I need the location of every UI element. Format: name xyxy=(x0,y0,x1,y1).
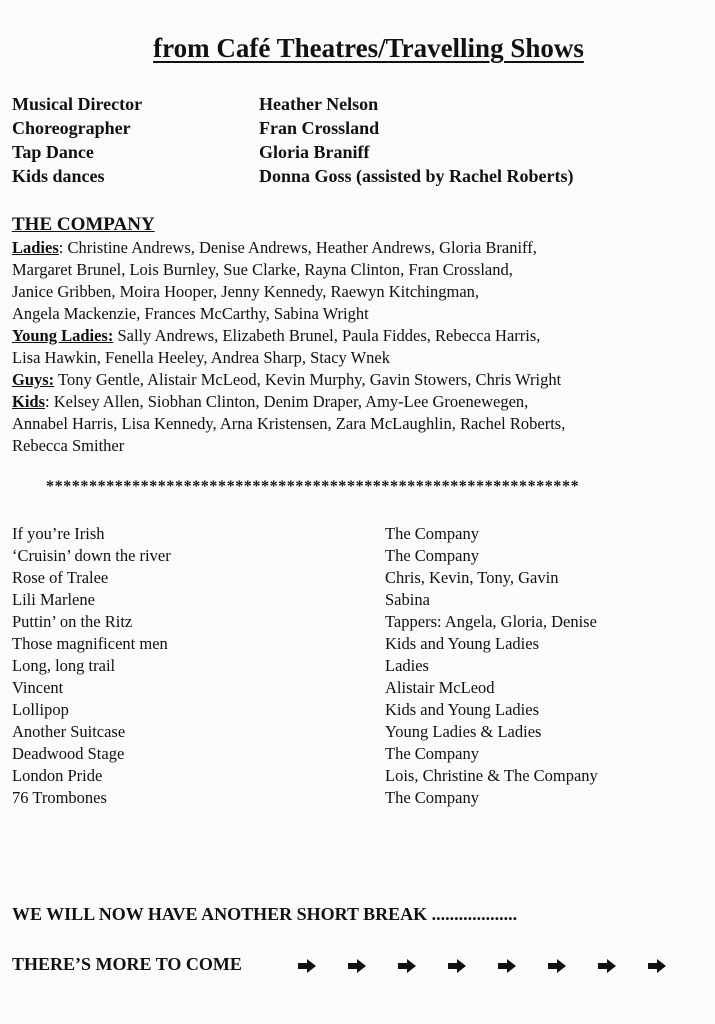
song-performers: Kids and Young Ladies xyxy=(385,634,540,653)
member-line: Rebecca Smither xyxy=(12,436,125,455)
program-row xyxy=(12,721,702,743)
song-title: Lili Marlene xyxy=(12,590,95,609)
program-row xyxy=(12,699,702,721)
program-row xyxy=(12,567,702,589)
group-separator: : xyxy=(58,238,64,257)
credits-list xyxy=(12,92,702,188)
credit-person: Gloria Braniff xyxy=(259,142,370,162)
company-members xyxy=(12,237,702,457)
company-section xyxy=(12,213,702,457)
member-line: Margaret Brunel, Lois Burnley, Sue Clarke, Rayna Clinton, Fran Crossland, xyxy=(12,260,513,279)
member-names: Sally Andrews, Elizabeth Brunel, Paula Fiddes, Rebecca Harris, xyxy=(113,326,541,345)
group-label-ladies: Ladies xyxy=(12,238,59,257)
song-performers: The Company xyxy=(385,524,479,543)
right-arrow-icon xyxy=(497,958,517,974)
program-row xyxy=(12,523,702,545)
song-performers: Alistair McLeod xyxy=(385,678,495,697)
program-row xyxy=(12,611,702,633)
member-line: Janice Gribben, Moira Hooper, Jenny Kennedy, Raewyn Kitchingman, xyxy=(12,282,480,301)
credit-person: Fran Crossland xyxy=(259,118,380,138)
song-performers: The Company xyxy=(385,744,479,763)
right-arrow-icon xyxy=(597,958,617,974)
program-list xyxy=(12,523,702,809)
company-heading: THE COMPANY xyxy=(12,214,155,235)
more-to-come xyxy=(12,954,702,975)
credit-role: Tap Dance xyxy=(12,142,94,162)
song-performers: The Company xyxy=(385,546,479,565)
credit-role: Choreographer xyxy=(12,118,131,138)
program-row xyxy=(12,743,702,765)
right-arrow-icon xyxy=(397,958,417,974)
song-title: Deadwood Stage xyxy=(12,744,125,763)
group-label-guys: Guys: xyxy=(12,370,55,389)
member-line xyxy=(12,325,702,347)
song-title: Long, long trail xyxy=(12,656,116,675)
member-names: Christine Andrews, Denise Andrews, Heather Andrews, Gloria Braniff, xyxy=(63,238,537,257)
song-title: If you’re Irish xyxy=(12,524,105,543)
song-title: Lollipop xyxy=(12,700,69,719)
song-performers: Tappers: Angela, Gloria, Denise xyxy=(385,612,597,631)
program-row xyxy=(12,655,702,677)
program-row xyxy=(12,633,702,655)
song-title: London Pride xyxy=(12,766,103,785)
credit-person: Donna Goss (assisted by Rachel Roberts) xyxy=(259,166,574,186)
song-title: Those magnificent men xyxy=(12,634,168,653)
member-line xyxy=(12,237,702,259)
program-row xyxy=(12,765,702,787)
member-line: Annabel Harris, Lisa Kennedy, Arna Kristensen, Zara McLaughlin, Rachel Roberts, xyxy=(12,414,566,433)
credit-role: Kids dances xyxy=(12,166,105,186)
credit-row xyxy=(12,116,702,140)
program-row xyxy=(12,787,702,809)
right-arrow-icon xyxy=(547,958,567,974)
break-notice: WE WILL NOW HAVE ANOTHER SHORT BREAK ................... xyxy=(12,904,518,924)
group-label-kids: Kids xyxy=(12,392,46,411)
page-title: from Café Theatres/Travelling Shows xyxy=(153,33,584,63)
song-performers: Chris, Kevin, Tony, Gavin xyxy=(385,568,559,587)
right-arrow-icon xyxy=(447,958,467,974)
song-title: Puttin’ on the Ritz xyxy=(12,612,133,631)
right-arrow-icon xyxy=(297,958,317,974)
asterisk-divider: ************************************************************** xyxy=(46,478,580,495)
song-performers: Young Ladies & Ladies xyxy=(385,722,542,741)
song-performers: Ladies xyxy=(385,656,429,675)
song-title: Vincent xyxy=(12,678,64,697)
song-performers: Sabina xyxy=(385,590,430,609)
program-row xyxy=(12,677,702,699)
arrow-row xyxy=(297,954,697,978)
song-title: Another Suitcase xyxy=(12,722,126,741)
member-line xyxy=(12,369,702,391)
program-row xyxy=(12,589,702,611)
member-line: Angela Mackenzie, Frances McCarthy, Sabina Wright xyxy=(12,304,369,323)
song-title: Rose of Tralee xyxy=(12,568,109,587)
credit-role: Musical Director xyxy=(12,94,143,114)
song-title: ‘Cruisin’ down the river xyxy=(12,546,171,565)
member-names: Kelsey Allen, Siobhan Clinton, Denim Draper, Amy-Lee Groenewegen, xyxy=(49,392,529,411)
credit-person: Heather Nelson xyxy=(259,94,379,114)
song-performers: Lois, Christine & The Company xyxy=(385,766,598,785)
song-title: 76 Trombones xyxy=(12,788,107,807)
right-arrow-icon xyxy=(347,958,367,974)
member-names: Tony Gentle, Alistair McLeod, Kevin Murphy, Gavin Stowers, Chris Wright xyxy=(54,370,562,389)
credit-row xyxy=(12,164,702,188)
member-line: Lisa Hawkin, Fenella Heeley, Andrea Sharp, Stacy Wnek xyxy=(12,348,391,367)
credit-row xyxy=(12,92,702,116)
song-performers: Kids and Young Ladies xyxy=(385,700,540,719)
group-label-young-ladies: Young Ladies: xyxy=(12,326,114,345)
credit-row xyxy=(12,140,702,164)
song-performers: The Company xyxy=(385,788,479,807)
program-row xyxy=(12,545,702,567)
member-line xyxy=(12,391,702,413)
more-to-come-text: THERE’S MORE TO COME xyxy=(12,954,242,974)
group-separator: : xyxy=(45,392,50,411)
right-arrow-icon xyxy=(647,958,667,974)
